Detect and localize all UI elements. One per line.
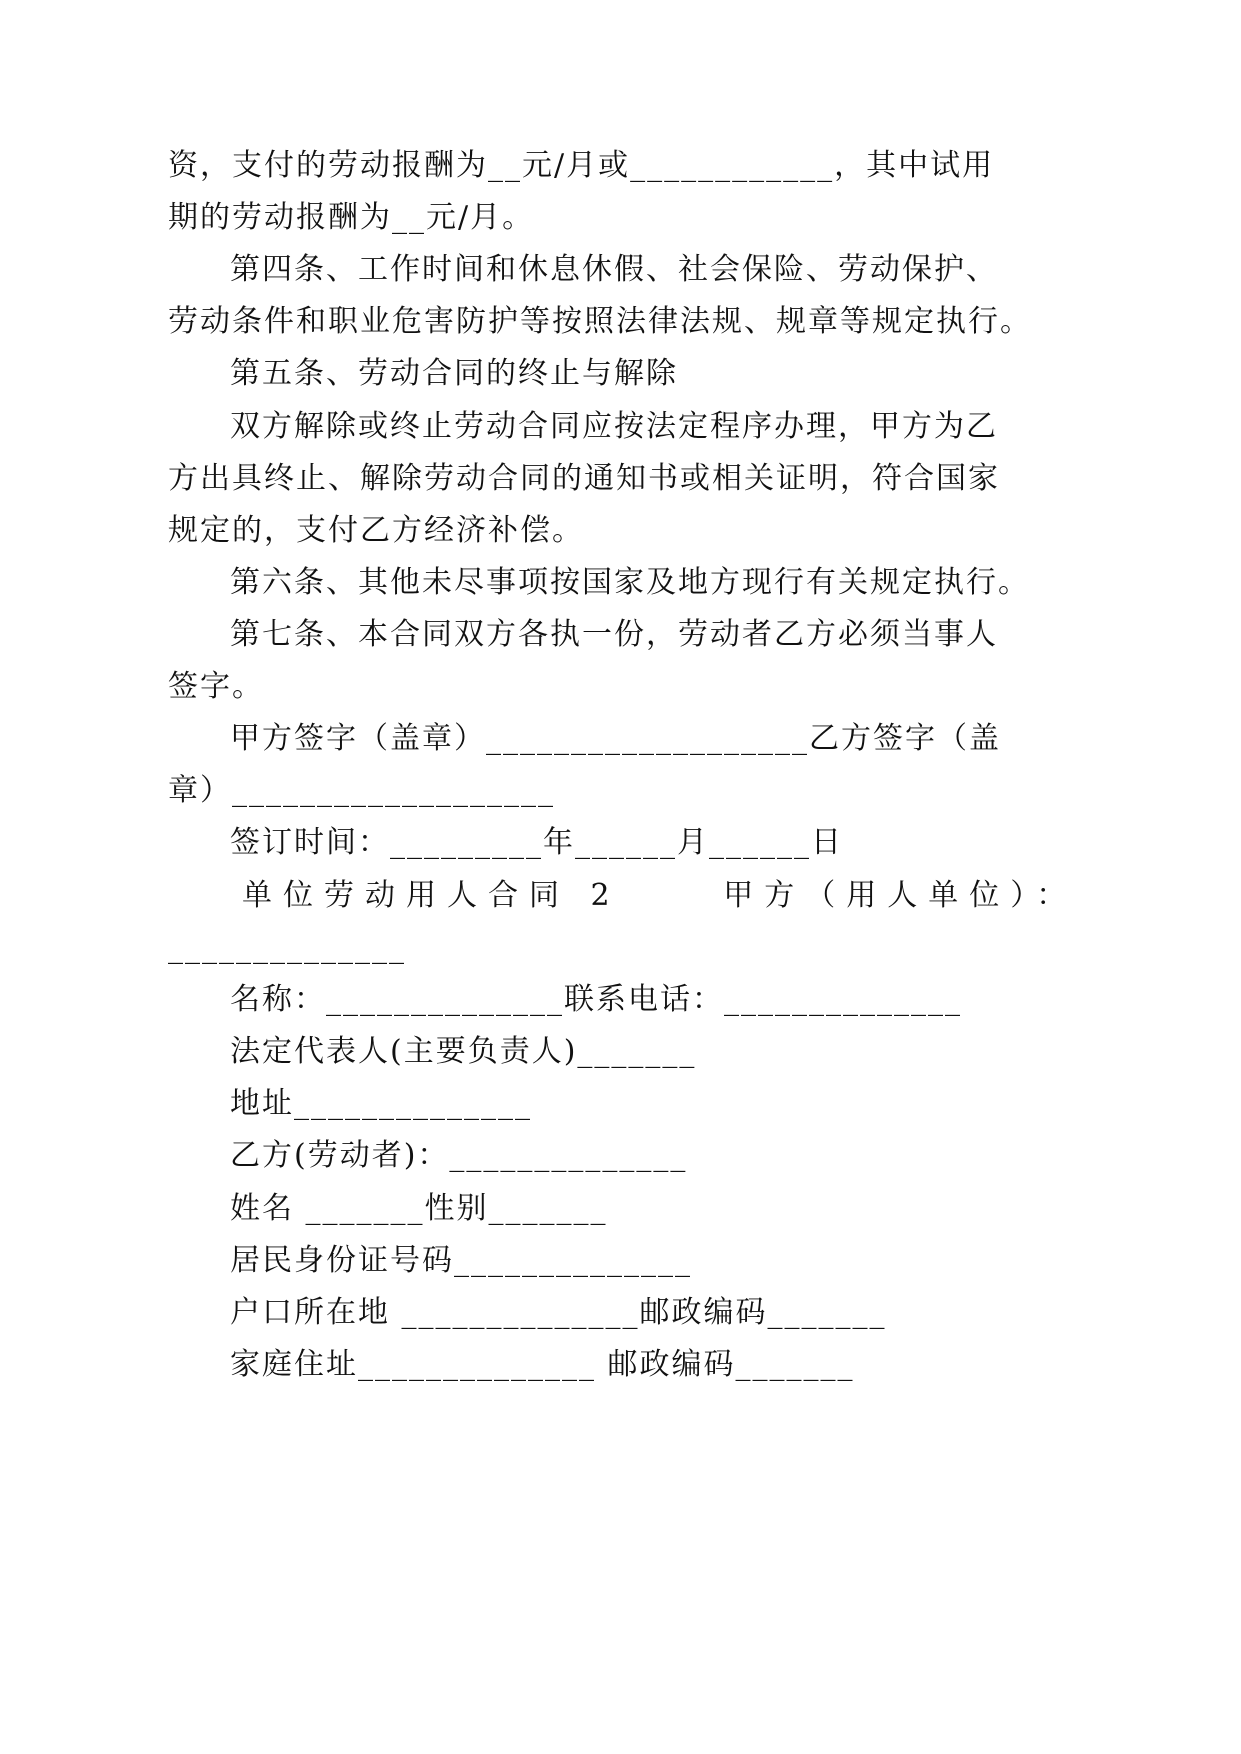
section-heading: 单位劳动用人合同 2 甲方（用人单位）： — [242, 878, 1078, 913]
text-line-24: 家庭住址______________ 邮政编码_______ — [230, 1347, 855, 1382]
text-line-23: 户口所在地 ______________邮政编码_______ — [230, 1295, 887, 1330]
text-line-8: 规定的，支付乙方经济补偿。 — [168, 513, 584, 548]
text-line-16: ______________ — [168, 930, 406, 965]
text-line-19: 地址______________ — [230, 1086, 532, 1121]
text-line-10: 第七条、本合同双方各执一份，劳动者乙方必须当事人 — [230, 617, 998, 652]
text-line-21: 姓名 _______性别_______ — [230, 1191, 608, 1226]
text-line-18: 法定代表人(主要负责人)_______ — [230, 1034, 697, 1069]
text-line-22: 居民身份证号码______________ — [230, 1243, 692, 1278]
text-line-17: 名称：______________联系电话：______________ — [230, 982, 962, 1017]
text-line-20: 乙方(劳动者)：______________ — [230, 1138, 688, 1173]
text-line-14: 签订时间：_________年______月______日 — [230, 825, 843, 860]
text-line-13: 章）___________________ — [168, 773, 555, 808]
text-line-5: 第五条、劳动合同的终止与解除 — [230, 356, 678, 391]
text-line-4: 劳动条件和职业危害防护等按照法律法规、规章等规定执行。 — [168, 304, 1032, 339]
text-line-11: 签字。 — [168, 669, 264, 704]
text-line-6: 双方解除或终止劳动合同应按法定程序办理，甲方为乙 — [230, 409, 998, 444]
text-line-9: 第六条、其他未尽事项按国家及地方现行有关规定执行。 — [230, 565, 1030, 600]
text-line-1: 资，支付的劳动报酬为__元/月或____________，其中试用 — [168, 148, 995, 183]
text-line-3: 第四条、工作时间和休息休假、社会保险、劳动保护、 — [230, 252, 998, 287]
text-line-7: 方出具终止、解除劳动合同的通知书或相关证明，符合国家 — [168, 461, 1000, 496]
text-line-12: 甲方签字（盖章）___________________乙方签字（盖 — [230, 721, 1001, 756]
text-line-2: 期的劳动报酬为__元/月。 — [168, 200, 535, 235]
